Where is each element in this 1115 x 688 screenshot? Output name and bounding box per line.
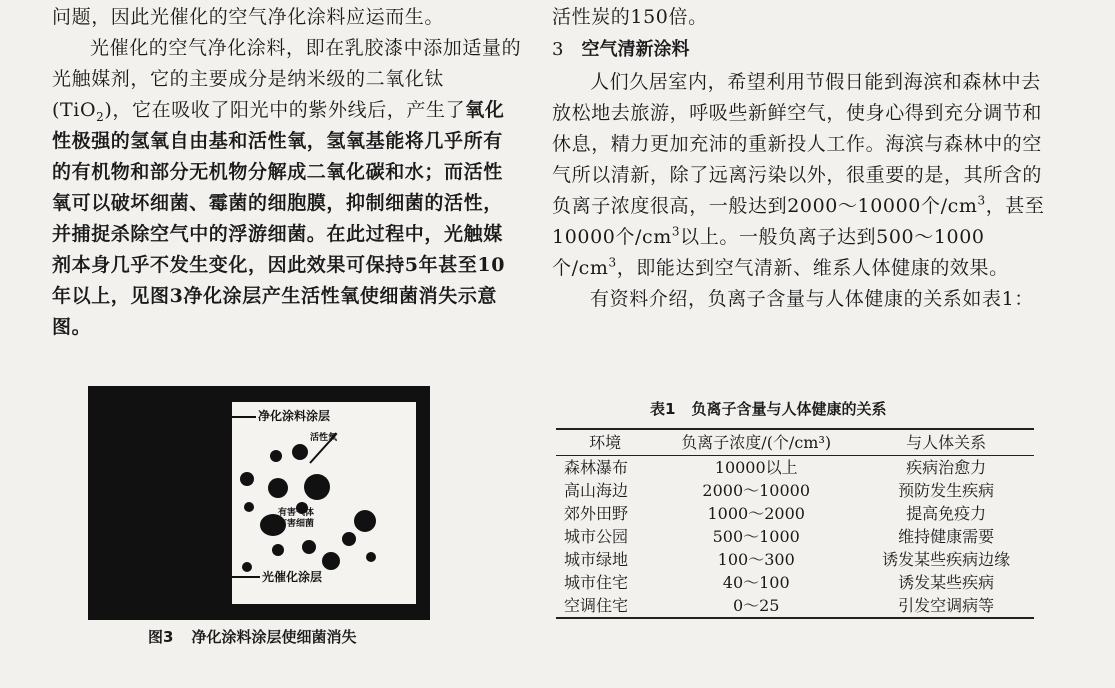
cell-environment: 郊外田野 — [564, 504, 629, 523]
right-column — [552, 0, 1052, 315]
header-environment: 环境 — [556, 429, 654, 456]
section-heading — [552, 35, 1052, 65]
cell-concentration: 0～25 — [654, 594, 858, 618]
bacteria-dot — [354, 510, 376, 532]
figure-3-image — [88, 386, 430, 620]
label-harmful-gas — [278, 508, 314, 530]
label-active-oxygen: 活性氧 — [310, 433, 338, 443]
cell-relation: 诱发某些疾病 — [898, 573, 995, 592]
cell-concentration: 2000～10000 — [702, 481, 811, 500]
bacteria-dot — [292, 444, 308, 460]
paragraph-photocatalysis-text: 光催化的空气净化涂料，即在乳胶漆中添加适量的光触媒剂，它的主要成分是纳米级的二氧化钛 — [52, 37, 522, 90]
para1-text: 人们久居室内，希望利用节假日能到海滨和森林中去放松地去旅游，呼吸些新鲜空气，使身心得到充分调节和休息，精力更加充沛的重新投人工作。海滨与森林中的空气所以清新，除了远离污染以外，很重要的是，其所含的负离子浓度很高，一般达到2000～10000个/cm — [552, 71, 1043, 217]
cell-concentration: 40～100 — [722, 573, 790, 592]
table-title-text: 负离子含量与人体健康的关系 — [691, 400, 887, 418]
bacteria-dot — [242, 562, 252, 572]
cell-relation: 引发空调病等 — [858, 594, 1034, 618]
bacteria-dot — [240, 472, 254, 486]
paragraph-table-intro: 有资料介绍，负离子含量与人体健康的关系如表1： — [590, 288, 1034, 310]
cell-environment: 城市公园 — [564, 527, 629, 546]
bacteria-dot — [304, 474, 330, 500]
table-row — [556, 479, 1034, 502]
tio2-text: (TiO — [52, 99, 97, 121]
cell-relation: 维持健康需要 — [898, 527, 995, 546]
label-gas-2: 有害细菌 — [278, 519, 315, 529]
cell-relation: 诱发某些疾病边缘 — [882, 550, 1011, 569]
figure-panel — [232, 402, 416, 604]
para1-tail: ，即能达到空气清新、维系人体健康的效果。 — [616, 257, 1009, 279]
cell-environment: 城市绿地 — [564, 550, 629, 569]
table-row — [556, 571, 1034, 594]
header-concentration: 负离子浓度/(个/cm³) — [654, 429, 858, 456]
table-row — [556, 502, 1034, 525]
table-title — [650, 398, 886, 419]
bacteria-dot — [342, 532, 356, 546]
bacteria-dot — [268, 478, 288, 498]
section-title: 空气清新涂料 — [581, 39, 690, 60]
cell-concentration: 500～1000 — [712, 527, 800, 546]
tio2-after: )，它在吸收了阳光中的紫外线后，产生了 — [104, 99, 466, 121]
paragraph-carbon-end: 活性炭的150倍。 — [552, 6, 708, 28]
bottom-pointer-line — [232, 576, 260, 578]
cell-environment: 空调住宅 — [556, 594, 654, 618]
label-bottom-coating: 光催化涂层 — [262, 570, 323, 584]
bacteria-dot — [322, 552, 340, 570]
paragraph-intro-end: 问题，因此光催化的空气净化涂料应运而生。 — [52, 6, 445, 28]
figure-caption — [148, 626, 356, 647]
table-row — [556, 594, 1034, 618]
bacteria-dot — [270, 450, 282, 462]
para1-sup: 3 — [977, 193, 986, 208]
table-header-row — [556, 429, 1034, 456]
para1-mid: ，甚至10000个/cm — [552, 195, 1045, 248]
cell-relation: 提高免疫力 — [906, 504, 987, 523]
paragraph-photocatalysis — [52, 33, 522, 343]
table-row — [556, 525, 1034, 548]
figure-caption-number: 图3 — [148, 628, 174, 646]
para1-sup2: 3 — [671, 224, 681, 239]
bacteria-dot — [244, 502, 254, 512]
header-health-relation: 与人体关系 — [858, 429, 1034, 456]
para1-end: 以上。一般负离子达到500～1000个/cm — [552, 226, 985, 279]
para1-sup3: 3 — [608, 255, 617, 270]
bacteria-dot — [366, 552, 376, 562]
paragraph-bold-text: 氧化性极强的氢氧自由基和活性氧，氢氧基能将几乎所有的有机物和部分无机物分解成二氧化碳和水；而活性氧可以破坏细菌、霉菌的细胞膜，抑制细菌的活性，并捕捉杀除空气中的浮游细菌。在此过程中，光触媒剂本身几乎不发生变化，因此效果可保持5年甚至10年以上，见图3净化涂层产生活性氧使细菌消失示意图。 — [52, 99, 506, 338]
table-row — [556, 548, 1034, 571]
table-row — [556, 456, 1034, 480]
cell-concentration: 10000以上 — [714, 458, 798, 477]
bacteria-dot — [272, 544, 284, 556]
cell-relation: 疾病治愈力 — [906, 458, 987, 477]
table-number: 表1 — [650, 400, 676, 418]
cell-environment: 高山海边 — [564, 481, 629, 500]
cell-concentration: 100～300 — [717, 550, 795, 569]
ion-health-table — [556, 428, 1034, 619]
cell-concentration: 1000～2000 — [707, 504, 805, 523]
paragraph-negative-ions — [552, 67, 1052, 284]
left-column — [52, 0, 522, 343]
tio2-subscript: 2 — [96, 109, 105, 124]
cell-environment: 城市住宅 — [564, 573, 629, 592]
section-number: 3 — [552, 39, 564, 60]
label-gas-1: 有害气体 — [278, 508, 315, 518]
top-pointer-line — [232, 416, 256, 418]
cell-relation: 预防发生疾病 — [898, 481, 995, 500]
cell-environment: 森林瀑布 — [564, 458, 629, 477]
label-top-coating: 净化涂料涂层 — [258, 409, 331, 423]
figure-caption-text: 净化涂料涂层使细菌消失 — [191, 628, 357, 646]
bacteria-dot — [302, 540, 316, 554]
